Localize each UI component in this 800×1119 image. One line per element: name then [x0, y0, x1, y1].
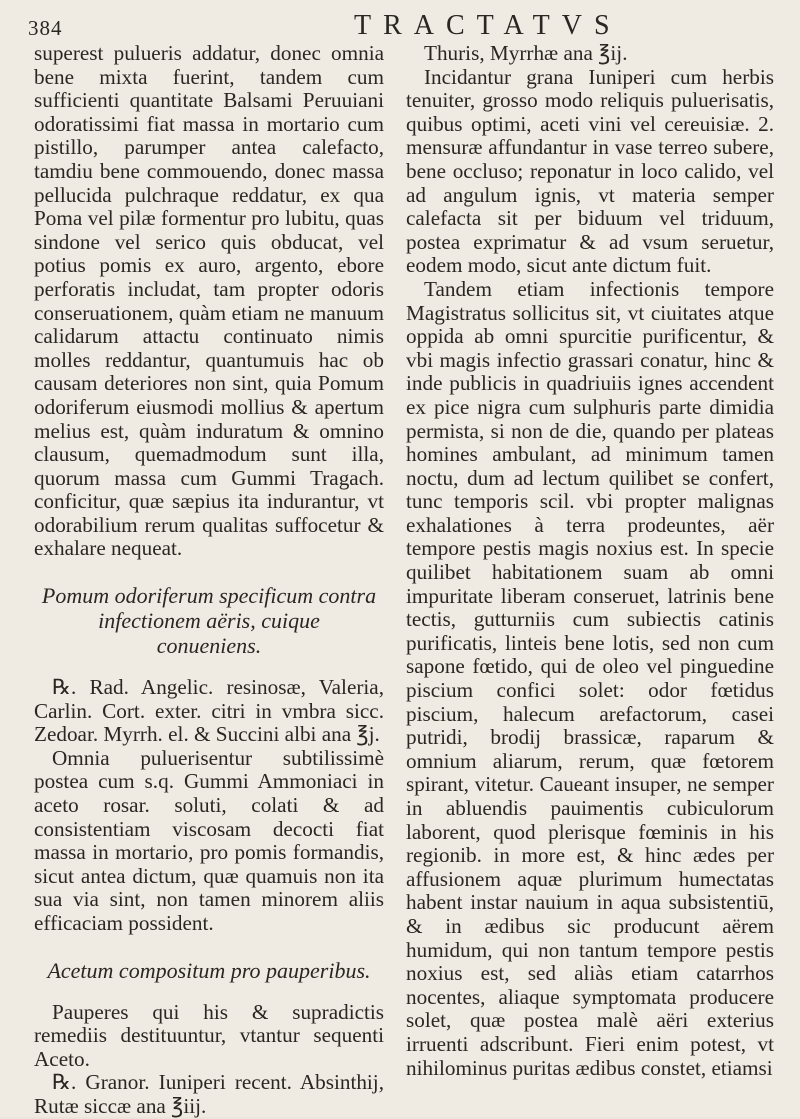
paragraph: Pauperes qui his & supradictis remediis destituuntur, vtantur sequenti Aceto. — [34, 999, 384, 1071]
left-column — [34, 42, 384, 1119]
right-column — [406, 42, 774, 1080]
recipe-paragraph: ℞. Rad. Angelic. resinosæ, Valeria, Carlin. Cort. exter. citri in vmbra sicc. Zedoar. Myrrh. el. & Succini albi ana ℥j. — [34, 675, 384, 747]
paragraph: Tandem etiam infectionis tempore Magistratus sollicitus sit, vt ciuitates atque oppida ab omni spurcitie purificentur, & vbi magis infectio grassari conatur, hinc & inde publicis in quadriuiis ignes accendent ex pice nigra cum sulphuris parte dimidia permista, si non de die, quando per plateas homines ambulant, ad minimum tamen noctu, dum ad lectum quilibet se confert, tunc temporis scil. vbi propter malignas exhalationes à terra prodeuntes, aër tempore pestis magis noxius est. In specie quilibet habitationem suam ab omni impuritate liberam conseruet, latrinis bene tectis, gutturniis cum subiectis catinis purificatis, linteis bene lotis, sed non cum sapone fœtido, qui de oleo vel pinguedine piscium confici solet: odor fœtidus piscium, halecum arefactorum, casei putridi, brodij brassicæ, raparum & omnium aliarum, rerum, quæ fœtorem spirant, vitetur. Caueant insuper, ne semper in abluendis pauimentis cubiculorum laborent, quod plerisque fœminis in his regionib. in more est, & hinc ædes per affusionem aquæ plurimum humectatas habent instar nauium in aqua subsistentiū, & in ædibus sic producunt aërem humidum, qui non tantum tempore pestis noxius est, sed aliàs etiam catarrhos nocentes, aliaque symptomata producere solet, quæ postea malè aëri exterius irruenti adscribunt. Fieri enim potest, vt nihilominus puritas ædibus constet, etiamsi — [406, 276, 774, 1080]
heading-line: Acetum compositum pro pauperibus. — [47, 957, 371, 983]
heading-line: Pomum odoriferum specificum contra — [41, 583, 377, 609]
paragraph: Thuris, Myrrhæ ana ℥ij. — [424, 41, 628, 65]
recipe-paragraph: ℞. Granor. Iuniperi recent. Absinthij, Rutæ siccæ ana ℥iij. — [34, 1070, 384, 1118]
paragraph: Omnia puluerisentur subtilissimè postea cum s.q. Gummi Ammoniaci in aceto rosar. soluti, colati & ad consistentiam viscosam decocti fiat massa in mortario, pro pomis formandis, sicut antea dictum, quæ quamuis non ita sua via sint, non tamen minorem aliis efficaciam possident. — [34, 745, 384, 935]
section-heading — [34, 583, 384, 658]
paragraph: Incidantur grana Iuniperi cum herbis tenuiter, grosso modo reliquis puluerisatis, quibus optimi, aceti vini vel cereuisiæ. 2. mensuræ affundantur in vase terreo subere, bene occluso; reponatur in loco calido, vel ad angulum ignis, vt materia semper calefacta sit per biduum vel triduum, postea exprimatur & ad vsum seruetur, eodem modo, sicut ante dictum fuit. — [406, 64, 774, 278]
section-heading — [34, 958, 384, 983]
page-number: 384 — [28, 16, 63, 40]
paragraph: superest pulueris addatur, donec omnia bene mixta fuerint, tandem cum sufficienti quantitate Balsami Peruuiani odoratissimi fiat massa in mortario cum pistillo, parumper antea calefacto, tamdiu bene commouendo, donec massa pellucida pulchraque reddatur, ex qua Poma vel pilæ formentur pro lubitu, quas sindone vel serico quis obducat, vel potius pomis ex auro, argento, ebore perforatis includat, tam propter odoris conseruationem, quàm etiam ne manuum calidarum attactu continuato nimis molles reddantur, quantumuis hac ob causam deteriores non sint, quia Pomum odoriferum eiusmodi mollius & apertum melius est, quàm induratum & omnino clausum, quemadmodum sunt illa, quorum massa cum Gummi Tragach. conficitur, quæ sæpius ita indurantur, vt odorabilium rerum qualitas suffocetur & exhalare nequeat. — [34, 41, 384, 561]
running-title: TRACTATVS — [354, 10, 622, 41]
heading-line: conueniens. — [156, 633, 262, 659]
heading-line: infectionem aëris, cuique — [98, 608, 320, 634]
page-header — [24, 6, 784, 46]
